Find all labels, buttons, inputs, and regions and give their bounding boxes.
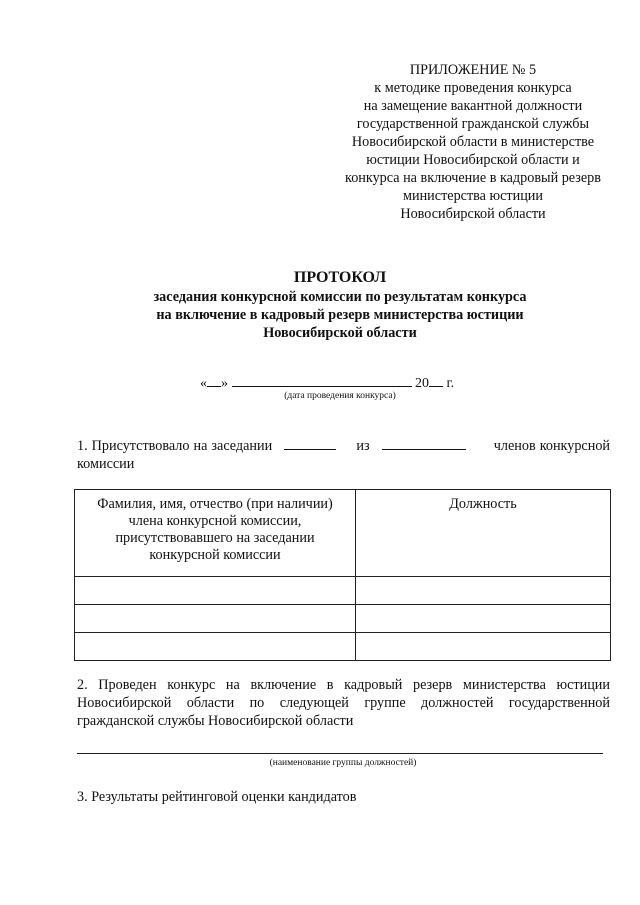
cell-position[interactable] [356,633,611,661]
cell-member-name[interactable] [75,577,356,605]
table-row [75,605,611,633]
cell-member-name[interactable] [75,605,356,633]
title-sub-line: заседания конкурсной комиссии по результатам конкурса [153,289,527,305]
document-title [40,268,640,342]
section-1 [77,437,610,473]
title-sub-line: на включение в кадровый резерв министерства юстиции [156,307,524,323]
total-count-blank[interactable] [382,437,466,450]
appendix-line: Новосибирской области [400,206,546,222]
cell-position[interactable] [356,605,611,633]
cell-member-name[interactable] [75,633,356,661]
date-caption: (дата проведения конкурса) [284,391,396,401]
title-main: ПРОТОКОЛ [293,269,387,286]
table-row [75,577,611,605]
cell-position[interactable] [356,577,611,605]
header-position: Должность [356,490,611,577]
year-suffix: г. [446,376,455,391]
year-prefix: 20 [415,376,429,391]
appendix-line: к методике проведения конкурса [374,80,572,96]
section-2: 2. Проведен конкурс на включение в кадровый резерв министерства юстиции Новосибирской области по следующей группе должностей государственной гражданской службы Новосибирской области [77,677,610,729]
position-group-line[interactable] [77,753,603,754]
appendix-line: на замещение вакантной должности [363,98,583,114]
appendix-block [330,61,616,223]
present-count-blank[interactable] [284,437,336,450]
table-row [75,633,611,661]
date-line [200,373,490,392]
header-member-name: Фамилия, имя, отчество (при наличии) члена конкурсной комиссии, присутствовавшего на заседании конкурсной комиссии [75,490,356,577]
appendix-line: юстиции Новосибирской области и [366,152,580,168]
appendix-line: министерства юстиции [403,188,543,204]
appendix-line: Новосибирской области в министерстве [351,134,595,150]
section-1-number: 1. [77,438,88,454]
section-1-text-c: членов конкурсной комиссии [77,438,611,472]
section-1-text-b: из [356,438,370,454]
appendix-line: конкурса на включение в кадровый резерв [345,170,601,186]
section-1-text-a: Присутствовало на заседании [91,438,273,454]
position-group-caption: (наименование группы должностей) [269,758,417,768]
appendix-line: государственной гражданской службы [356,116,590,132]
day-blank[interactable] [207,373,221,387]
table-header-row [75,490,611,577]
members-table [74,489,611,661]
date-close-quote: » [221,376,228,391]
year-blank[interactable] [429,373,443,387]
appendix-line: ПРИЛОЖЕНИЕ № 5 [409,62,537,78]
date-open-quote: « [200,376,207,391]
month-blank[interactable] [232,373,412,387]
section-3: 3. Результаты рейтинговой оценки кандидатов [77,789,357,805]
title-sub-line: Новосибирской области [263,325,417,341]
